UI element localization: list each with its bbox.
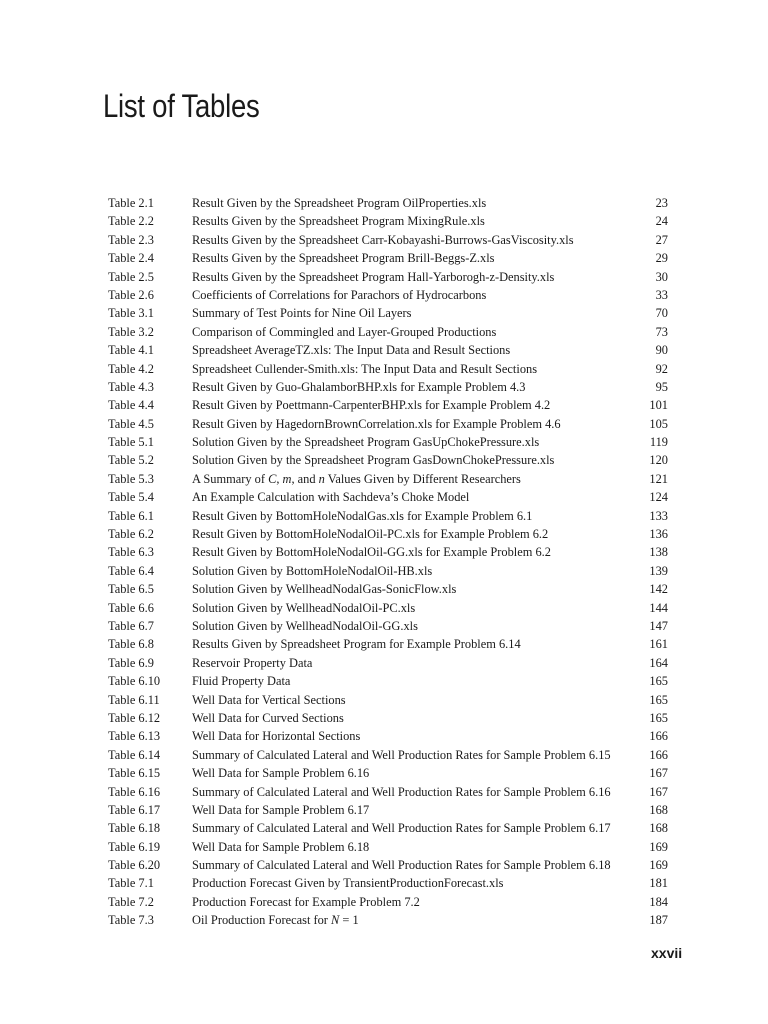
table-page-number: 24 [655, 214, 668, 229]
table-number: Table 6.14 [108, 747, 161, 762]
page-title: List of Tables [103, 88, 260, 124]
table-caption: Spreadsheet AverageTZ.xls: The Input Data and Result Sections [192, 343, 511, 358]
table-number: Table 6.8 [108, 637, 154, 652]
table-entry [108, 562, 668, 580]
table-caption [192, 911, 359, 929]
table-entry [108, 323, 668, 341]
table-number: Table 6.12 [108, 710, 161, 725]
table-caption: Solution Given by WellheadNodalGas-SonicFlow.xls [192, 582, 457, 597]
table-number: Table 2.5 [108, 269, 154, 284]
table-number: Table 6.20 [108, 858, 161, 873]
table-caption: Result Given by BottomHoleNodalOil-GG.xls for Example Problem 6.2 [192, 545, 551, 560]
table-number: Table 5.2 [108, 453, 154, 468]
table-page-number: 121 [649, 471, 668, 486]
table-number: Table 6.11 [108, 692, 160, 707]
table-caption [192, 470, 521, 488]
table-page-number: 166 [649, 747, 668, 762]
table-entry [108, 194, 668, 212]
table-caption: Results Given by the Spreadsheet Program Brill-Beggs-Z.xls [192, 251, 495, 266]
table-number: Table 2.3 [108, 232, 154, 247]
caption-text: , [276, 471, 283, 486]
table-page-number: 95 [655, 379, 668, 394]
table-caption: Well Data for Vertical Sections [192, 692, 346, 707]
table-page-number: 166 [649, 729, 668, 744]
caption-variable: n [318, 471, 325, 486]
table-entry [108, 488, 668, 506]
table-page-number: 167 [649, 766, 668, 781]
table-number: Table 3.1 [108, 306, 154, 321]
table-number: Table 6.15 [108, 766, 161, 781]
table-caption: Solution Given by WellheadNodalOil-PC.xls [192, 600, 416, 615]
table-entry [108, 543, 668, 561]
table-number: Table 6.1 [108, 508, 154, 523]
table-list [108, 194, 668, 930]
table-caption: Fluid Property Data [192, 674, 291, 689]
table-caption: Results Given by the Spreadsheet Program Hall-Yarborogh-z-Density.xls [192, 269, 555, 284]
table-page-number: 144 [649, 600, 668, 615]
table-page-number: 30 [655, 269, 668, 284]
table-caption: Production Forecast for Example Problem 7.2 [192, 894, 420, 909]
table-caption: Solution Given by the Spreadsheet Program GasUpChokePressure.xls [192, 435, 540, 450]
page-number: xxvii [651, 945, 683, 961]
table-entry [108, 838, 668, 856]
table-page-number: 165 [649, 674, 668, 689]
table-caption: Comparison of Commingled and Layer-Grouped Productions [192, 324, 497, 339]
table-page-number: 181 [649, 876, 668, 891]
table-page-number: 165 [649, 692, 668, 707]
table-caption: Summary of Test Points for Nine Oil Layers [192, 306, 412, 321]
table-caption: Well Data for Curved Sections [192, 710, 344, 725]
table-caption: Result Given by BottomHoleNodalOil-PC.xls for Example Problem 6.2 [192, 527, 549, 542]
table-caption: Coefficients of Correlations for Parachors of Hydrocarbons [192, 287, 487, 302]
table-page-number: 165 [649, 710, 668, 725]
table-page-number: 101 [649, 398, 668, 413]
table-number: Table 6.13 [108, 729, 161, 744]
table-entry [108, 709, 668, 727]
table-entry [108, 654, 668, 672]
table-number: Table 6.6 [108, 600, 154, 615]
table-number: Table 3.2 [108, 324, 154, 339]
table-entry [108, 691, 668, 709]
table-caption: Summary of Calculated Lateral and Well Production Rates for Sample Problem 6.16 [192, 784, 611, 799]
table-page-number: 139 [649, 563, 668, 578]
table-entry [108, 268, 668, 286]
table-caption: Results Given by the Spreadsheet Program MixingRule.xls [192, 214, 485, 229]
caption-text: Values Given by Different Researchers [324, 471, 521, 486]
table-page-number: 142 [649, 582, 668, 597]
table-page-number: 120 [649, 453, 668, 468]
table-page-number: 90 [655, 343, 668, 358]
table-entry [108, 599, 668, 617]
table-caption: Solution Given by WellheadNodalOil-GG.xls [192, 618, 418, 633]
table-number: Table 6.5 [108, 582, 154, 597]
table-page-number: 33 [655, 287, 668, 302]
table-number: Table 6.19 [108, 839, 161, 854]
table-page-number: 168 [649, 802, 668, 817]
table-number: Table 6.16 [108, 784, 161, 799]
table-entry [108, 286, 668, 304]
caption-text: Oil Production Forecast for [192, 913, 332, 928]
table-number: Table 5.3 [108, 471, 154, 486]
table-caption: Reservoir Property Data [192, 655, 313, 670]
table-entry [108, 212, 668, 230]
table-page-number: 92 [655, 361, 668, 376]
table-page-number: 124 [649, 490, 668, 505]
table-caption: Result Given by BottomHoleNodalGas.xls for Example Problem 6.1 [192, 508, 533, 523]
table-number: Table 6.18 [108, 821, 161, 836]
table-entry [108, 783, 668, 801]
table-page-number: 138 [649, 545, 668, 560]
table-entry [108, 231, 668, 249]
table-page-number: 187 [649, 913, 668, 928]
table-page-number: 23 [655, 196, 668, 210]
table-caption: Result Given by HagedornBrownCorrelation.xls for Example Problem 4.6 [192, 416, 561, 431]
table-number: Table 4.4 [108, 398, 154, 413]
table-page-number: 73 [655, 324, 668, 339]
table-entry [108, 580, 668, 598]
table-caption: Well Data for Horizontal Sections [192, 729, 361, 744]
caption-text: A Summary of [192, 471, 269, 486]
table-page-number: 136 [649, 527, 668, 542]
table-page-number: 133 [649, 508, 668, 523]
table-entry [108, 525, 668, 543]
table-caption: Solution Given by the Spreadsheet Program GasDownChokePressure.xls [192, 453, 555, 468]
table-number: Table 6.9 [108, 655, 154, 670]
table-page-number: 168 [649, 821, 668, 836]
table-entry [108, 617, 668, 635]
table-number: Table 6.3 [108, 545, 154, 560]
table-page-number: 169 [649, 839, 668, 854]
table-entry [108, 433, 668, 451]
table-number: Table 2.2 [108, 214, 154, 229]
table-entry [108, 470, 668, 488]
table-number: Table 6.10 [108, 674, 161, 689]
caption-text: = 1 [339, 913, 359, 928]
caption-variable: C [268, 471, 277, 486]
table-entry [108, 727, 668, 745]
table-caption: Summary of Calculated Lateral and Well Production Rates for Sample Problem 6.17 [192, 821, 611, 836]
table-entry [108, 672, 668, 690]
table-entry [108, 378, 668, 396]
table-number: Table 7.2 [108, 894, 154, 909]
table-number: Table 4.5 [108, 416, 154, 431]
caption-variable: m [282, 471, 292, 486]
table-caption: Results Given by the Spreadsheet Carr-Kobayashi-Burrows-GasViscosity.xls [192, 232, 574, 247]
table-entry [108, 341, 668, 359]
table-page-number: 169 [649, 858, 668, 873]
table-caption: Solution Given by BottomHoleNodalOil-HB.xls [192, 563, 433, 578]
table-number: Table 4.2 [108, 361, 154, 376]
table-entry [108, 635, 668, 653]
table-page-number: 147 [649, 618, 668, 633]
table-number: Table 7.3 [108, 913, 154, 928]
table-page-number: 70 [655, 306, 668, 321]
table-entry [108, 507, 668, 525]
table-entry [108, 249, 668, 267]
table-caption: Summary of Calculated Lateral and Well Production Rates for Sample Problem 6.18 [192, 858, 611, 873]
table-number: Table 4.3 [108, 379, 154, 394]
table-number: Table 6.2 [108, 527, 154, 542]
table-entry [108, 819, 668, 837]
table-number: Table 6.4 [108, 563, 154, 578]
table-caption: Result Given by the Spreadsheet Program OilProperties.xls [192, 196, 487, 210]
table-entry [108, 874, 668, 892]
table-page-number: 119 [649, 435, 668, 450]
table-page-number: 167 [649, 784, 668, 799]
table-entry [108, 764, 668, 782]
table-caption: Well Data for Sample Problem 6.17 [192, 802, 370, 817]
table-number: Table 2.4 [108, 251, 154, 266]
table-caption: Well Data for Sample Problem 6.18 [192, 839, 370, 854]
table-entry [108, 360, 668, 378]
table-caption: Summary of Calculated Lateral and Well Production Rates for Sample Problem 6.15 [192, 747, 611, 762]
table-caption: Spreadsheet Cullender-Smith.xls: The Input Data and Result Sections [192, 361, 538, 376]
table-page-number: 184 [649, 894, 668, 909]
table-entry [108, 415, 668, 433]
table-caption: An Example Calculation with Sachdeva’s Choke Model [192, 490, 470, 505]
caption-variable: N [331, 913, 340, 928]
table-caption: Result Given by Guo-GhalamborBHP.xls for Example Problem 4.3 [192, 379, 526, 394]
table-page-number: 161 [649, 637, 668, 652]
table-number: Table 2.1 [108, 196, 154, 210]
table-number: Table 6.7 [108, 618, 154, 633]
table-entry [108, 911, 668, 929]
table-entry [108, 746, 668, 764]
table-page-number: 164 [649, 655, 668, 670]
table-caption: Result Given by Poettmann-CarpenterBHP.xls for Example Problem 4.2 [192, 398, 551, 413]
table-number: Table 7.1 [108, 876, 154, 891]
table-entry [108, 396, 668, 414]
table-number: Table 6.17 [108, 802, 161, 817]
table-number: Table 5.4 [108, 490, 154, 505]
table-number: Table 4.1 [108, 343, 154, 358]
table-caption: Production Forecast Given by TransientProductionForecast.xls [192, 876, 504, 891]
table-entry [108, 801, 668, 819]
table-page-number: 29 [655, 251, 668, 266]
table-caption: Results Given by Spreadsheet Program for Example Problem 6.14 [192, 637, 521, 652]
table-page-number: 105 [649, 416, 668, 431]
table-entry [108, 856, 668, 874]
table-entry [108, 304, 668, 322]
table-number: Table 2.6 [108, 287, 154, 302]
caption-text: , and [291, 471, 319, 486]
table-page-number: 27 [655, 232, 668, 247]
table-number: Table 5.1 [108, 435, 154, 450]
table-entry [108, 893, 668, 911]
table-entry [108, 451, 668, 469]
table-caption: Well Data for Sample Problem 6.16 [192, 766, 370, 781]
